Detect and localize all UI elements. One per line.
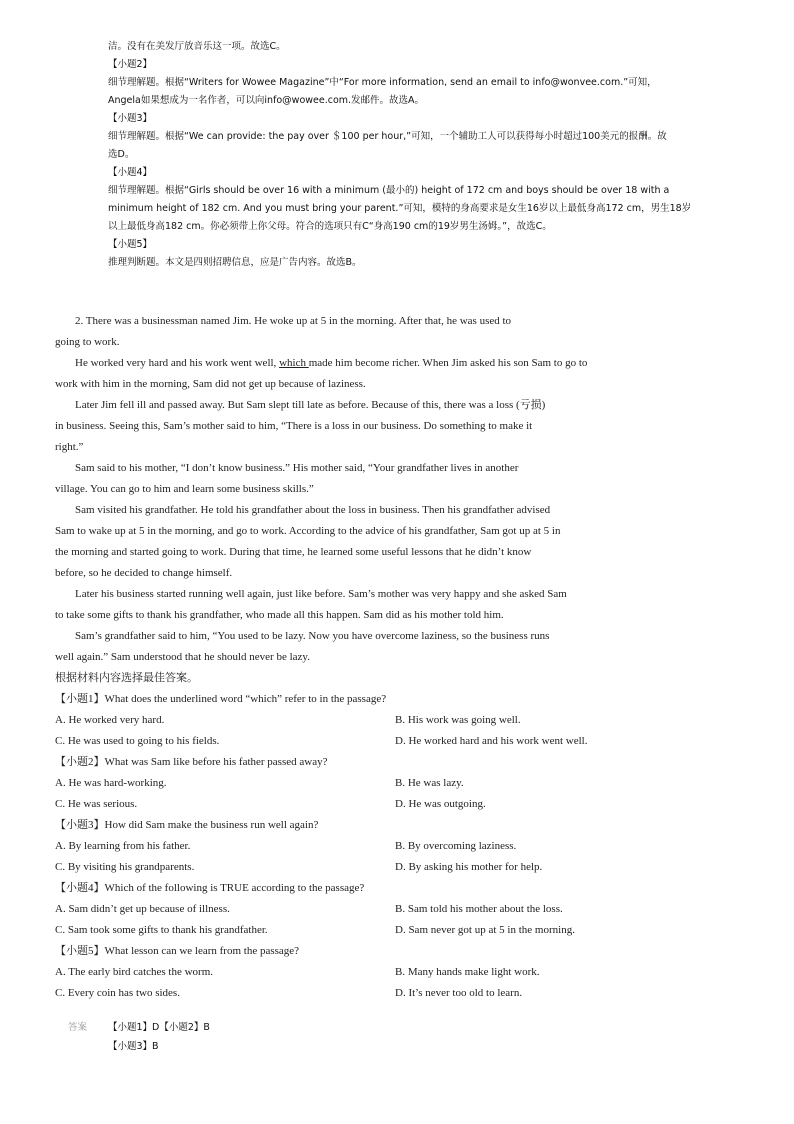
question-stem: 【小题4】Which of the following is TRUE according to the passage? [55, 882, 365, 894]
reading-passage [55, 311, 745, 668]
option-a[interactable]: A. He was hard-working. [55, 777, 167, 789]
question-stem: 【小题1】What does the underlined word “which” refer to in the passage? [55, 693, 387, 705]
option-a[interactable]: A. Sam didn’t get up because of illness. [55, 903, 230, 915]
explanation-line: 【小题5】 [108, 239, 153, 250]
passage-text: made him become richer. When Jim asked his son Sam to go to [308, 357, 588, 369]
instruction-text: 根据材料内容选择最佳答案。 [55, 672, 198, 684]
option-b[interactable]: B. Sam told his mother about the loss. [395, 903, 563, 915]
passage-line: right.” [55, 441, 84, 453]
question-item [55, 878, 755, 941]
question-stem: 【小题2】What was Sam like before his father passed away? [55, 756, 328, 768]
explanation-line: 【小题4】 [108, 167, 153, 178]
option-a[interactable]: A. The early bird catches the worm. [55, 966, 214, 978]
passage-line: the morning and started going to work. During that time, he learned some useful lessons that he didn’t know [55, 546, 532, 558]
option-row [55, 920, 755, 941]
explanation-line: 选D。 [108, 149, 135, 160]
option-row [55, 983, 755, 1004]
option-a[interactable]: A. By learning from his father. [55, 840, 191, 852]
option-b[interactable]: B. By overcoming laziness. [395, 840, 517, 852]
option-b[interactable]: B. He was lazy. [395, 777, 464, 789]
question-item [55, 815, 755, 878]
option-row [55, 794, 755, 815]
answer-line [68, 1018, 368, 1037]
passage-line: work with him in the morning, Sam did not get up because of laziness. [55, 378, 366, 390]
question-item [55, 689, 755, 752]
passage-line [55, 353, 745, 374]
option-row [55, 962, 755, 983]
explanation-line: 推理判断题。本文是四则招聘信息，应是广告内容。故选B。 [108, 257, 362, 268]
passage-line: Sam to wake up at 5 in the morning, and go to work. According to the advice of his grandfather, Sam got up at 5 in [55, 525, 561, 537]
option-c[interactable]: C. Every coin has two sides. [55, 987, 180, 999]
answer-text: 【小题1】D【小题2】B [108, 1022, 210, 1033]
passage-line: village. You can go to him and learn some business skills.” [55, 483, 314, 495]
passage-text: He worked very hard and his work went well, [75, 357, 280, 369]
passage-line: going to work. [55, 336, 120, 348]
passage-line: to take some gifts to thank his grandfather, who made all this happen. Sam did as his mother told him. [55, 609, 504, 621]
option-row [55, 857, 755, 878]
question-item [55, 752, 755, 815]
passage-line: 2. There was a businessman named Jim. He woke up at 5 in the morning. After that, he was used to [75, 315, 512, 327]
option-d[interactable]: D. It’s never too old to learn. [395, 987, 523, 999]
option-row [55, 773, 755, 794]
explanation-line: 以上最低身高182 cm。你必须带上你父母。符合的选项只有C“身高190 cm的19岁男生汤姆。”，故选C。 [108, 221, 552, 232]
option-c[interactable]: C. He was used to going to his fields. [55, 735, 220, 747]
option-row [55, 836, 755, 857]
option-row [55, 710, 755, 731]
option-row [55, 731, 755, 752]
option-d[interactable]: D. By asking his mother for help. [395, 861, 543, 873]
explanation-line: minimum height of 182 cm. And you must bring your parent.”可知，模特的身高要求是女生16岁以上最低身高172 cm，男生18岁 [108, 203, 692, 214]
option-b[interactable]: B. His work was going well. [395, 714, 521, 726]
answer-label: 答案 [68, 1022, 88, 1033]
question-section [55, 668, 755, 1004]
option-c[interactable]: C. By visiting his grandparents. [55, 861, 195, 873]
explanation-line: Angela如果想成为一名作者，可以向info@wowee.com.发邮件。故选A。 [108, 95, 425, 106]
passage-line: well again.” Sam understood that he should never be lazy. [55, 651, 310, 663]
explanation-line: 【小题3】 [108, 113, 153, 124]
option-c[interactable]: C. Sam took some gifts to thank his grandfather. [55, 924, 268, 936]
passage-line: Later his business started running well again, just like before. Sam’s mother was very happy and she asked Sam [75, 588, 567, 600]
option-b[interactable]: B. Many hands make light work. [395, 966, 540, 978]
passage-line: before, so he decided to change himself. [55, 567, 233, 579]
option-d[interactable]: D. He was outgoing. [395, 798, 486, 810]
question-stem: 【小题3】How did Sam make the business run well again? [55, 819, 319, 831]
passage-line: in business. Seeing this, Sam’s mother said to him, “There is a loss in our business. Do something to make it [55, 420, 533, 432]
explanation-line: 细节理解题。根据“Writers for Wowee Magazine”中“For more information, send an email to info@wonvee.com.”可知， [108, 77, 657, 88]
explanation-block [108, 38, 748, 272]
answer-block [68, 1018, 368, 1056]
option-a[interactable]: A. He worked very hard. [55, 714, 165, 726]
explanation-line: 【小题2】 [108, 59, 153, 70]
passage-line: Sam said to his mother, “I don’t know business.” His mother said, “Your grandfather lives in another [75, 462, 519, 474]
explanation-line: 细节理解题。根据“We can provide: the pay over ＄100 per hour,”可知，一个辅助工人可以获得每小时超过100美元的报酬。故 [108, 131, 667, 142]
passage-line: Later Jim fell ill and passed away. But Sam slept till late as before. Because of this, there was a loss (亏损) [75, 399, 546, 411]
explanation-line: 细节理解题。根据“Girls should be over 16 with a minimum (最小的) height of 172 cm and boys should be over 18 with a [108, 185, 670, 196]
underlined-word: which [279, 357, 309, 369]
question-item [55, 941, 755, 1004]
question-stem: 【小题5】What lesson can we learn from the passage? [55, 945, 300, 957]
explanation-line: 洁。没有在美发厅放音乐这一项。故选C。 [108, 41, 286, 52]
option-d[interactable]: D. Sam never got up at 5 in the morning. [395, 924, 575, 936]
passage-line: Sam visited his grandfather. He told his grandfather about the loss in business. Then his grandfather advised [75, 504, 551, 516]
option-c[interactable]: C. He was serious. [55, 798, 138, 810]
option-row [55, 899, 755, 920]
passage-line: Sam’s grandfather said to him, “You used to be lazy. Now you have overcome laziness, so the business runs [75, 630, 550, 642]
answer-text: 【小题3】B [108, 1041, 159, 1052]
option-d[interactable]: D. He worked hard and his work went well. [395, 735, 588, 747]
